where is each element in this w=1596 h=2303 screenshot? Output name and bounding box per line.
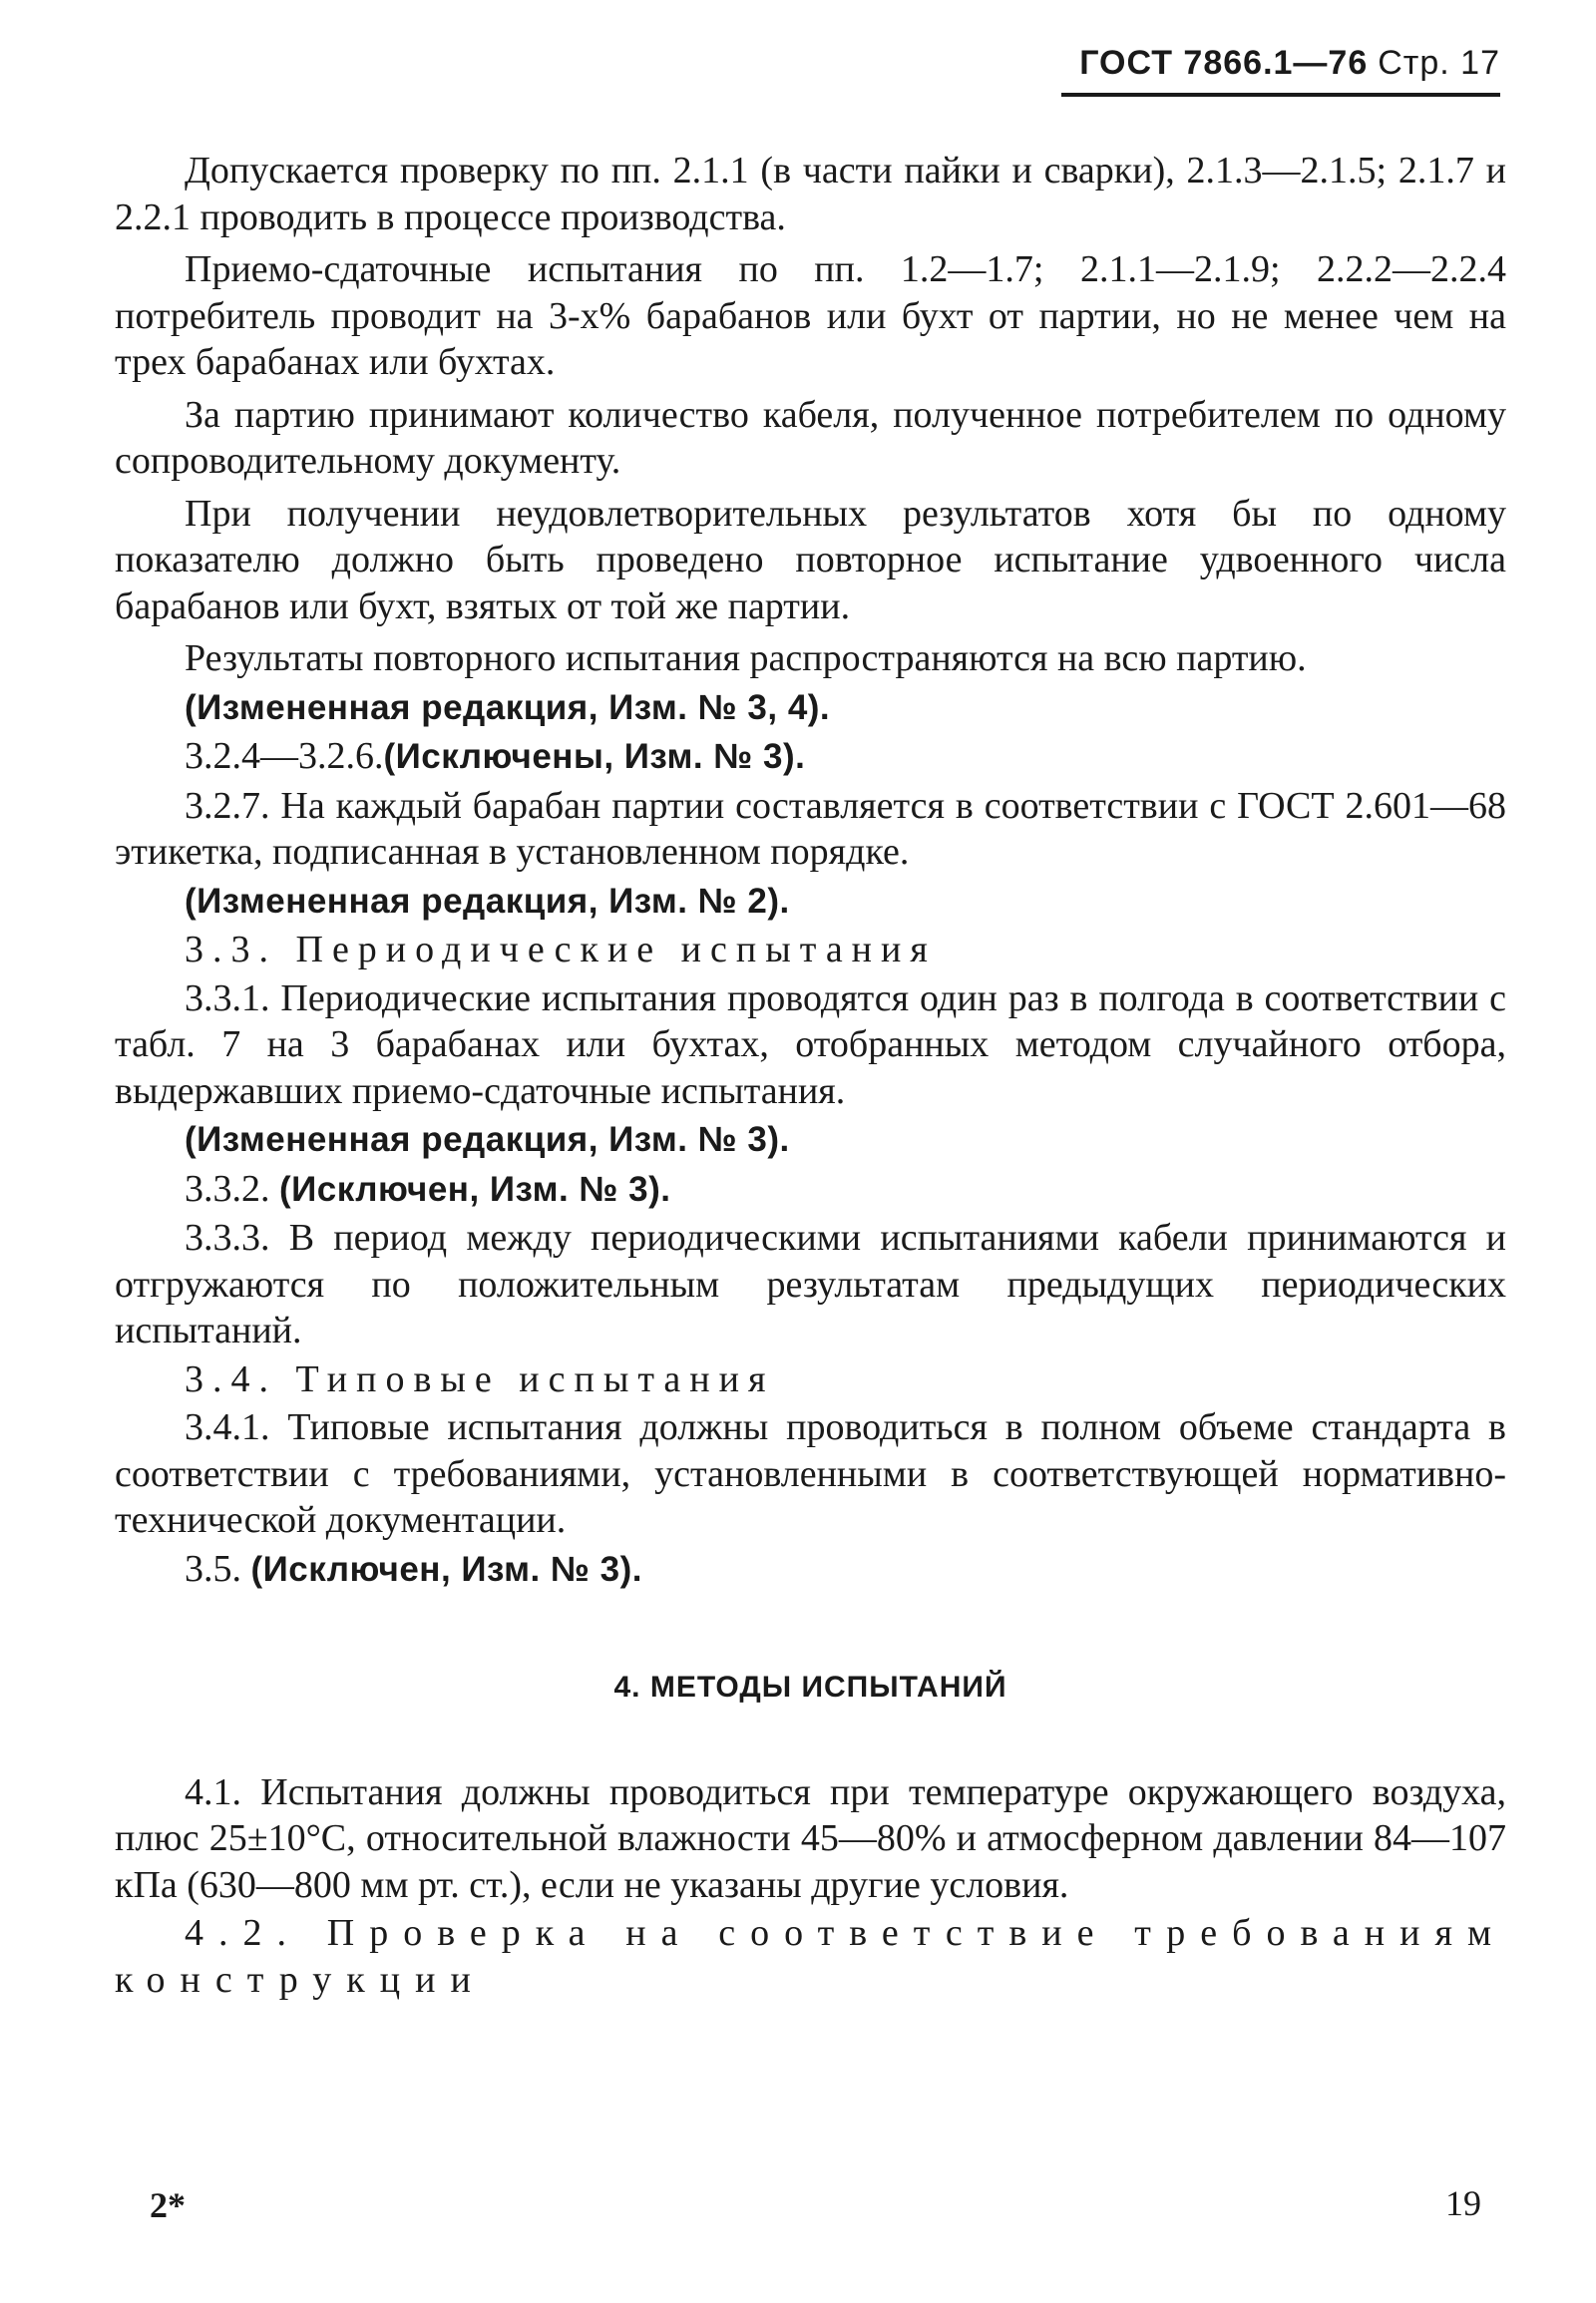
amendment-note-text: (Исключен, Изм. № 3). bbox=[279, 1169, 671, 1209]
clause-3-2-4 bbox=[115, 733, 1506, 781]
clause-3-3-3: 3.3.3. В период между периодическими испытаниями кабели принимаются и отгружаются по положительным результатам предыдущих периодических испытаний. bbox=[115, 1217, 1506, 1351]
amendment-note bbox=[115, 684, 1506, 732]
section-heading-4: 4. МЕТОДЫ ИСПЫТАНИЙ bbox=[613, 1671, 1007, 1704]
paragraph: Приемо-сдаточные испытания по пп. 1.2—1.7; 2.1.1—2.1.9; 2.2.2—2.2.4 потребитель проводит на 3-х% барабанов или бухт от партии, но не менее чем на трех барабанах или бухтах. bbox=[115, 248, 1506, 383]
amendment-note-text: (Исключен, Изм. № 3). bbox=[250, 1549, 642, 1589]
amendment-note bbox=[115, 878, 1506, 926]
page-number: Стр. 17 bbox=[1378, 44, 1500, 82]
amendment-note-text: (Измененная редакция, Изм. № 3, 4). bbox=[185, 687, 831, 727]
standard-title: ГОСТ 7866.1—76 bbox=[1079, 44, 1369, 82]
heading-3-3: 3.3. Периодические испытания bbox=[185, 929, 937, 970]
clause-3-4-1: 3.4.1. Типовые испытания должны проводиться в полном объеме стандарта в соответствии с требованиями, установленными в соответствующей нормативно-технической документации. bbox=[115, 1406, 1506, 1541]
sheet-number: 19 bbox=[1445, 2183, 1481, 2223]
document-body bbox=[115, 148, 1506, 2003]
clause-number: 3.3.2. bbox=[185, 1167, 270, 1210]
paragraph: Допускается проверку по пп. 2.1.1 (в части пайки и сварки), 2.1.3—2.1.5; 2.1.7 и 2.2.1 проводить в процессе производства. bbox=[115, 150, 1506, 238]
clause-number: 3.2.4—3.2.6. bbox=[185, 735, 384, 777]
signature-mark: 2* bbox=[150, 2185, 186, 2225]
clause-4-1: 4.1. Испытания должны проводиться при температуре окружающего воздуха, плюс 25±10°С, относительной влажности 45—80% и атмосферном давлении 84—107 кПа (630—800 мм рт. ст.), если не указаны другие условия. bbox=[115, 1770, 1506, 1906]
clause-3-5 bbox=[115, 1546, 1506, 1594]
clause-4-2: 4.2. Проверка на соответствие требованиям конструкции bbox=[115, 1912, 1506, 2001]
page-header bbox=[1061, 44, 1500, 97]
amendment-note bbox=[115, 1116, 1506, 1164]
paragraph: При получении неудовлетворительных результатов хотя бы по одному показателю должно быть проведено повторное испытание удвоенного числа барабанов или бухт, взятых от той же партии. bbox=[115, 492, 1506, 627]
amendment-note-text: (Измененная редакция, Изм. № 2). bbox=[185, 881, 790, 921]
clause-number: 3.5. bbox=[185, 1547, 241, 1590]
clause-3-3-2 bbox=[115, 1166, 1506, 1214]
amendment-note-text: (Измененная редакция, Изм. № 3). bbox=[185, 1120, 790, 1159]
clause-3-3-1: 3.3.1. Периодические испытания проводятся один раз в полгода в соответствии с табл. 7 на 3 барабанах или бухтах, отобранных методом случайного отбора, выдержавших приемо-сдаточные испытания. bbox=[115, 976, 1506, 1112]
amendment-note-text: (Исключены, Изм. № 3). bbox=[383, 737, 806, 776]
clause-3-2-7: 3.2.7. На каждый барабан партии составляется в соответствии с ГОСТ 2.601—68 этикетка, подписанная в установленном порядке. bbox=[115, 784, 1506, 873]
paragraph: За партию принимают количество кабеля, полученное потребителем по одному сопроводительному документу. bbox=[115, 393, 1506, 482]
paragraph: Результаты повторного испытания распространяются на всю партию. bbox=[185, 637, 1307, 679]
heading-3-4: 3.4. Типовые испытания bbox=[185, 1357, 775, 1400]
